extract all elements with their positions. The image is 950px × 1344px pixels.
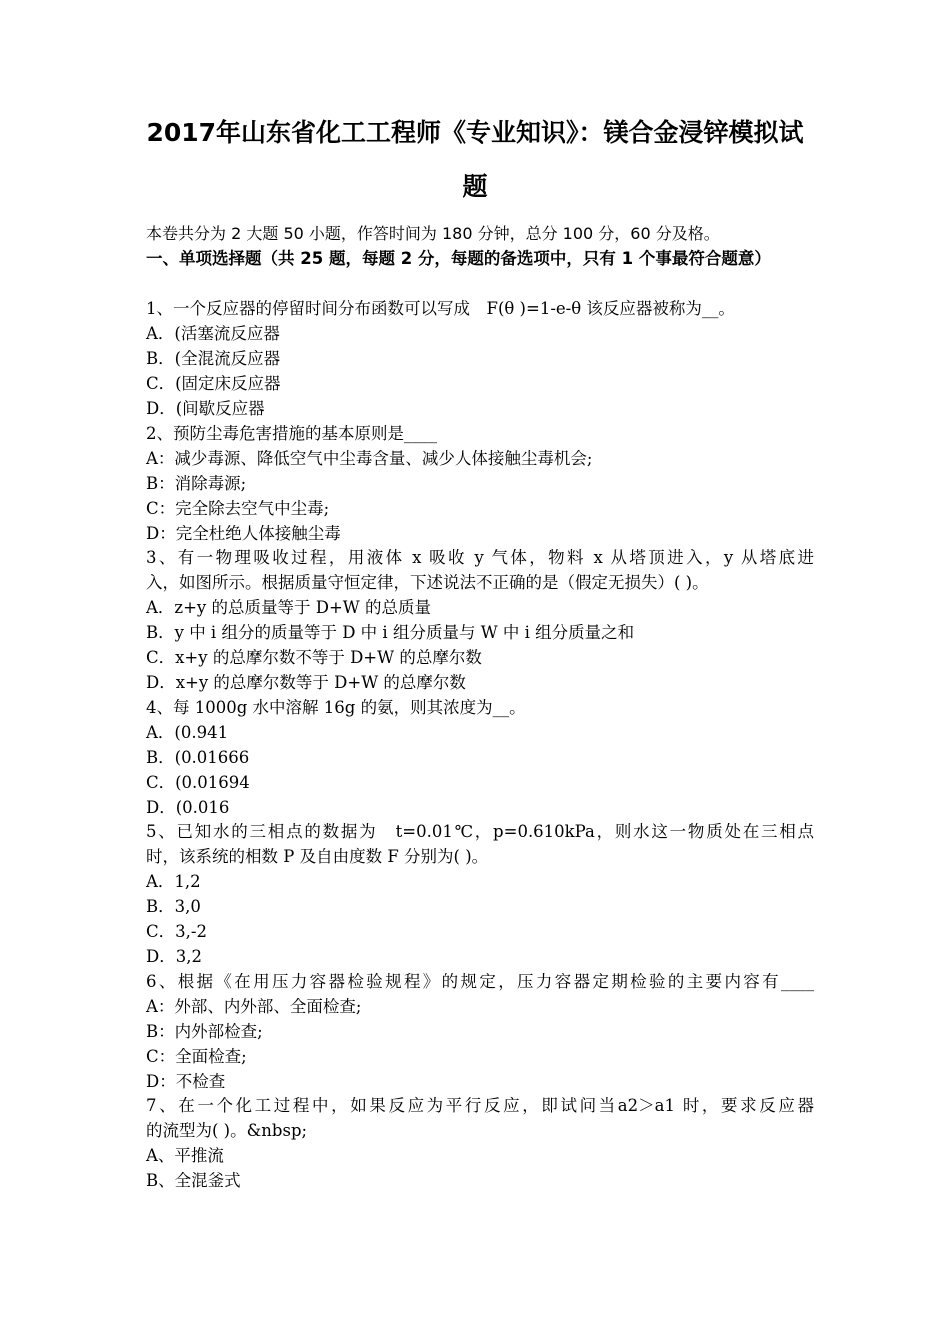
document-title-line-1: 2017年山东省化工工程师《专业知识》：镁合金浸锌模拟试	[146, 118, 804, 147]
question-7-line-2: 的流型为( )。&nbsp;	[146, 1121, 308, 1140]
option-1a: A．(活塞流反应器	[146, 324, 280, 343]
option-6d: D：不检查	[146, 1072, 226, 1091]
question-6: 6、根据《在用压力容器检验规程》的规定，压力容器定期检验的主要内容有____	[146, 972, 814, 991]
option-4b: B．(0.01666	[146, 748, 250, 767]
option-3d: D．x+y 的总摩尔数等于 D+W 的总摩尔数	[146, 673, 466, 692]
option-7a: A、平推流	[146, 1146, 224, 1165]
option-1b: B．(全混流反应器	[146, 349, 281, 368]
option-7b: B、全混釜式	[146, 1171, 241, 1190]
option-5b: B．3,0	[146, 897, 201, 916]
question-1: 1、一个反应器的停留时间分布函数可以写成 F(θ )=1-e-θ 该反应器被称为__。	[146, 299, 735, 318]
option-3a: A．z+y 的总质量等于 D+W 的总质量	[146, 598, 432, 617]
question-4: 4、每 1000g 水中溶解 16g 的氨，则其浓度为__。	[146, 698, 526, 717]
option-4d: D．(0.016	[146, 798, 230, 817]
section-heading: 一、单项选择题（共 25 题，每题 2 分，每题的备选项中，只有 1 个事最符合题意）	[146, 249, 771, 268]
question-5-line-2: 时，该系统的相数 P 及自由度数 F 分别为( )。	[146, 847, 489, 866]
option-1d: D．(间歇反应器	[146, 399, 265, 418]
option-5a: A．1,2	[146, 872, 201, 891]
question-2: 2、预防尘毒危害措施的基本原则是____	[146, 424, 437, 443]
document-title-line-2: 题	[462, 172, 488, 201]
question-5-line-1: 5、已知水的三相点的数据为 t=0.01℃，p=0.610kPa，则水这一物质处在三相点	[146, 822, 814, 841]
option-2d: D：完全杜绝人体接触尘毒	[146, 524, 341, 543]
option-3b: B．y 中 i 组分的质量等于 D 中 i 组分质量与 W 中 i 组分质量之和	[146, 623, 635, 642]
option-2b: B：消除毒源;	[146, 474, 247, 493]
option-6b: B：内外部检查;	[146, 1022, 263, 1041]
question-7-line-1: 7、在一个化工过程中，如果反应为平行反应，即试问当a2＞a1 时，要求反应器	[146, 1096, 814, 1115]
option-2c: C：完全除去空气中尘毒;	[146, 499, 330, 518]
question-3-line-1: 3、有一物理吸收过程，用液体 x 吸收 y 气体，物料 x 从塔顶进入，y 从塔底进	[146, 548, 814, 567]
option-5d: D．3,2	[146, 947, 202, 966]
option-1c: C．(固定床反应器	[146, 374, 281, 393]
option-5c: C．3,-2	[146, 922, 207, 941]
option-6c: C：全面检查;	[146, 1047, 247, 1066]
exam-intro: 本卷共分为 2 大题 50 小题，作答时间为 180 分钟，总分 100 分，60 分及格。	[146, 224, 720, 243]
option-6a: A：外部、内外部、全面检查;	[146, 997, 362, 1016]
question-3-line-2: 入，如图所示。根据质量守恒定律，下述说法不正确的是（假定无损失）( )。	[146, 573, 709, 592]
option-3c: C．x+y 的总摩尔数不等于 D+W 的总摩尔数	[146, 648, 482, 667]
option-4a: A．(0.941	[146, 723, 229, 742]
option-4c: C．(0.01694	[146, 773, 250, 792]
option-2a: A：减少毒源、降低空气中尘毒含量、减少人体接触尘毒机会;	[146, 449, 593, 468]
